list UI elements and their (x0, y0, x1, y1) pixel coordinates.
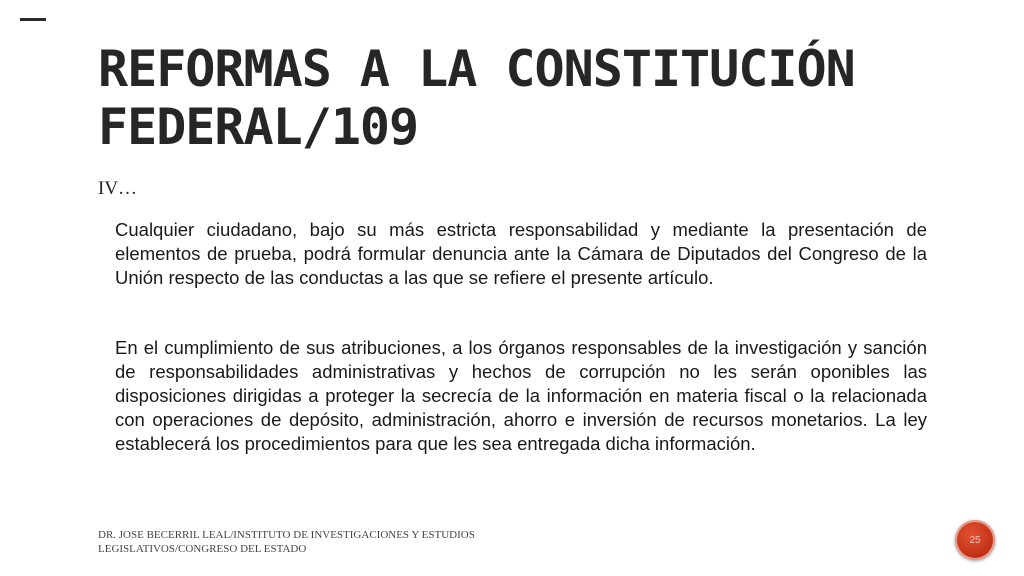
page-number: 25 (969, 534, 981, 546)
slide-title-line-2: FEDERAL/109 (98, 98, 419, 156)
bullet-level-1: IV… (98, 178, 138, 199)
body-paragraph-2: En el cumplimiento de sus atribuciones, a los órganos responsables de la investigación y sanción de responsabilidades administrativas y hechos de corrupción no les serán oponibles las disposiciones dirigidas a proteger la secrecía de la información en materia fiscal o la relacionada con operaciones de depósito, administración, ahorro e inversión de recursos monetarios. La ley establecerá los procedimientos para que les sea entregada dicha información. (115, 337, 927, 454)
page-number-badge (955, 520, 995, 560)
slide-corner-marker (20, 18, 46, 21)
slide-footer: DR. JOSE BECERRIL LEAL/INSTITUTO DE INVESTIGACIONES Y ESTUDIOS LEGISLATIVOS/CONGRESO DEL ESTADO (98, 529, 475, 555)
slide-title-line-1: REFORMAS A LA CONSTITUCIÓN (98, 40, 855, 98)
slide-title (98, 40, 958, 156)
body-paragraph-1: Cualquier ciudadano, bajo su más estricta responsabilidad y mediante la presentación de elementos de prueba, podrá formular denuncia ante la Cámara de Diputados del Congreso de la Unión respecto de las conductas a las que se refiere el presente artículo. (115, 219, 927, 288)
